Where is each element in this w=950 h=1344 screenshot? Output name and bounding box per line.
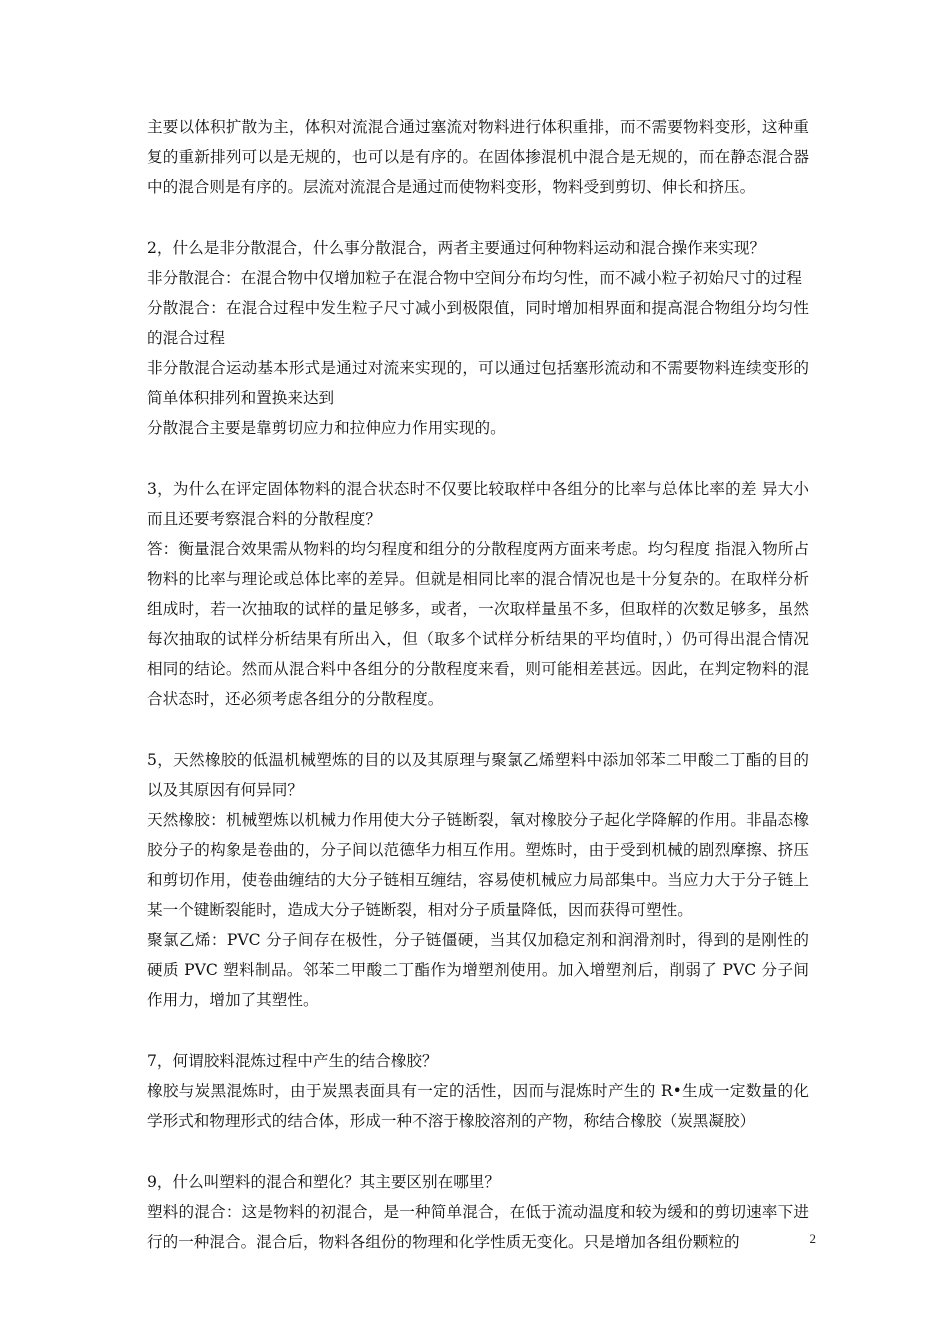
question-heading: 2，什么是非分散混合，什么事分散混合，两者主要通过何种物料运动和混合操作来实现？	[147, 239, 766, 257]
text-line: 橡胶与炭黑混炼时，由于炭黑表面具有一定的活性，因而与混炼时产生的 R•生成一定数量的化学形式和物理形式的结合体，形成一种不溶于橡胶溶剂的产物，称结合橡胶（炭黑凝胶）	[147, 1082, 809, 1130]
text-line: 主要以体积扩散为主，体积对流混合通过塞流对物料进行体积重排，而不需要物料变形，这种重复的重新排列可以是无规的，也可以是有序的。在固体掺混机中混合是无规的，而在静态混合器中的混合则是有序的。层流对流混合是通过而使物料变形，物料受到剪切、伸长和挤压。	[147, 118, 809, 196]
paragraph-continuation	[147, 112, 809, 202]
text-line: 分散混合：在混合过程中发生粒子尺寸减小到极限值，同时增加相界面和提高混合物组分均匀性的混合过程	[147, 299, 809, 347]
question-3-section	[147, 474, 809, 714]
question-heading: 7，何谓胶料混炼过程中产生的结合橡胶？	[147, 1052, 438, 1070]
question-9-section	[147, 1167, 809, 1257]
text-line: 非分散混合：在混合物中仅增加粒子在混合物中空间分布均匀性，而不减小粒子初始尺寸的过程	[147, 269, 802, 287]
text-line: 聚氯乙烯：PVC 分子间存在极性，分子链僵硬，当其仅加稳定剂和润滑剂时，得到的是刚性的硬质 PVC 塑料制品。邻苯二甲酸二丁酯作为增塑剂使用。加入增塑剂后，削弱了 PVC 分子间作用力，增加了其塑性。	[147, 931, 809, 1009]
question-heading: 3，为什么在评定固体物料的混合状态时不仅要比较取样中各组分的比率与总体比率的差 异大小而且还要考察混合料的分散程度？	[147, 480, 809, 528]
text-line: 分散混合主要是靠剪切应力和拉伸应力作用实现的。	[147, 419, 506, 437]
text-line: 答：衡量混合效果需从物料的均匀程度和组分的分散程度两方面来考虑。均匀程度 指混入物所占物料的比率与理论或总体比率的差异。但就是相同比率的混合情况也是十分复杂的。在取样分析组成时，若一次抽取的试样的量足够多，或者，一次取样量虽不多，但取样的次数足够多，虽然每次抽取的试样分析结果有所出入，但（取多个试样分析结果的平均值时，）仍可得出混合情况相同的结论。然而从混合料中各组分的分散程度来看，则可能相差甚远。因此，在判定物料的混合状态时，还必须考虑各组分的分散程度。	[147, 540, 809, 708]
question-2-section	[147, 233, 809, 443]
question-heading: 5，天然橡胶的低温机械塑炼的目的以及其原理与聚氯乙烯塑料中添加邻苯二甲酸二丁酯的目的以及其原因有何异同？	[147, 751, 809, 799]
text-line: 塑料的混合：这是物料的初混合，是一种简单混合，在低于流动温度和较为缓和的剪切速率下进行的一种混合。混合后，物料各组份的物理和化学性质无变化。只是增加各组份颗粒的	[147, 1203, 809, 1251]
text-line: 非分散混合运动基本形式是通过对流来实现的，可以通过包括塞形流动和不需要物料连续变形的简单体积排列和置换来达到	[147, 359, 809, 407]
question-heading: 9，什么叫塑料的混合和塑化？其主要区别在哪里？	[147, 1173, 500, 1191]
page-content	[147, 112, 809, 1288]
page-number: 2	[809, 1231, 816, 1246]
text-line: 天然橡胶：机械塑炼以机械力作用使大分子链断裂，氧对橡胶分子起化学降解的作用。非晶态橡胶分子的构象是卷曲的，分子间以范德华力相互作用。塑炼时，由于受到机械的剧烈摩擦、挤压和剪切作用，使卷曲缠结的大分子链相互缠结，容易使机械应力局部集中。当应力大于分子链上某一个键断裂能时，造成大分子链断裂，相对分子质量降低，因而获得可塑性。	[147, 811, 809, 919]
question-7-section	[147, 1046, 809, 1136]
question-5-section	[147, 745, 809, 1015]
